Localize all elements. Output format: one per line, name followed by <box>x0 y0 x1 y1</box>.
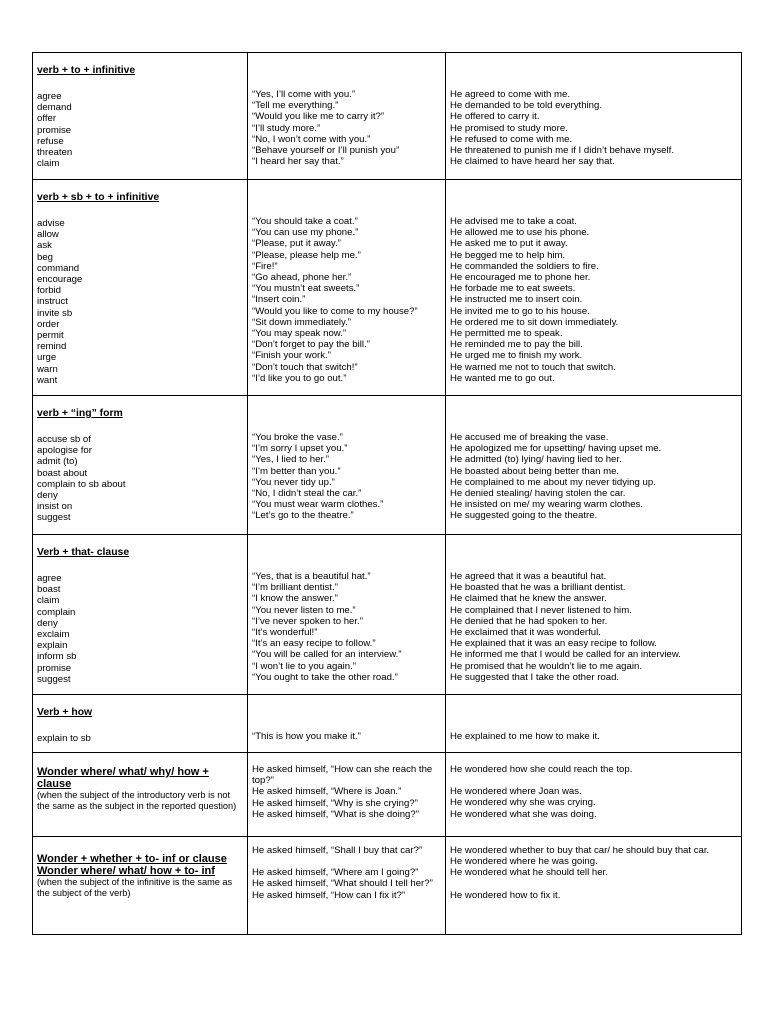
reported-speech-cell <box>446 53 742 180</box>
verb-line: allow <box>37 229 59 241</box>
direct-line: “I’ve never spoken to her.” <box>252 615 363 627</box>
section-header: Wonder where/ what/ why/ how + clause <box>37 766 209 790</box>
reported-line: He suggested that I take the other road. <box>450 671 620 683</box>
verb-line: promise <box>37 124 72 136</box>
section-header: Wonder + whether + to- inf or clause <box>37 853 227 865</box>
reported-line: He wondered how she could reach the top. <box>450 764 633 775</box>
verb-line: promise <box>37 662 72 674</box>
direct-speech-cell <box>248 396 446 535</box>
verb-line: claim <box>37 595 60 607</box>
direct-line: “No, I didn’t steal the car.” <box>252 488 362 500</box>
direct-line: “I’m sorry I upset you.” <box>252 443 348 455</box>
verb-line: deny <box>37 490 58 502</box>
direct-line: He asked himself, “Why is she crying?” <box>252 797 418 809</box>
reported-line: He refused to come with me. <box>450 133 573 145</box>
direct-line: “Don’t forget to pay the bill.” <box>252 339 370 351</box>
reported-line: He claimed to have heard her say that. <box>450 156 615 168</box>
direct-line: “You mustn’t eat sweets.” <box>252 283 360 295</box>
direct-line: “You ought to take the other road.” <box>252 671 398 683</box>
verb-cell <box>33 396 248 535</box>
direct-line: “This is how you make it.” <box>252 731 361 742</box>
direct-line: “It’s wonderful!” <box>252 627 318 639</box>
direct-line: “Tell me everything.” <box>252 100 339 112</box>
verb-line: threaten <box>37 147 73 159</box>
verb-cell <box>33 695 248 753</box>
verb-line: accuse sb of <box>37 434 91 445</box>
direct-line: “Behave yourself or I’ll punish you” <box>252 145 400 157</box>
verb-line: boast about <box>37 467 88 479</box>
reported-line: He advised me to take a coat. <box>450 216 577 227</box>
verb-cell <box>33 180 248 396</box>
section-row <box>33 396 742 535</box>
verb-line: urge <box>37 352 57 364</box>
reported-line: He warned me not to touch that switch. <box>450 361 616 373</box>
verb-line: insist on <box>37 501 73 513</box>
section-header: Verb + that- clause <box>37 547 130 558</box>
section-header: Verb + how <box>37 707 93 718</box>
reported-speech-cell <box>446 837 742 935</box>
verb-line: permit <box>37 330 64 342</box>
reported-line: He instructed me to insert coin. <box>450 294 583 306</box>
direct-line: “You broke the vase.” <box>252 432 343 443</box>
verb-line: complain to sb about <box>37 478 126 490</box>
direct-speech-cell <box>248 753 446 837</box>
direct-line: “You must wear warm clothes.” <box>252 499 384 511</box>
verb-line: agree <box>37 573 62 584</box>
verb-line: demand <box>37 102 72 114</box>
reported-line: He apologized me for upsetting/ having upset me. <box>450 443 662 455</box>
reported-line: He encouraged me to phone her. <box>450 272 591 284</box>
direct-speech-cell <box>248 535 446 695</box>
direct-line: “I’ll study more.” <box>252 122 321 134</box>
direct-line: “Would you like me to carry it?” <box>252 111 385 123</box>
direct-line: “Yes, I’ll come with you.” <box>252 89 356 100</box>
direct-line: He asked himself, “What should I tell her?” <box>252 878 433 890</box>
verb-line: advise <box>37 218 65 229</box>
reported-line: He demanded to be told everything. <box>450 100 603 112</box>
reported-line: He informed me that I would be called for an interview. <box>450 649 681 661</box>
reported-line: He permitted me to speak. <box>450 328 563 340</box>
verb-line: claim <box>37 158 60 170</box>
section-header: verb + “ing” form <box>37 408 123 419</box>
verb-cell <box>33 535 248 695</box>
verb-line: encourage <box>37 274 83 286</box>
reported-line: He promised that he wouldn’t lie to me again. <box>450 660 642 672</box>
reported-line: He accused me of breaking the vase. <box>450 432 609 443</box>
direct-line: “You never listen to me.” <box>252 604 356 616</box>
reported-line: He wondered what he should tell her. <box>450 867 608 879</box>
verb-line: refuse <box>37 135 64 147</box>
direct-line: “Don’t touch that switch!” <box>252 361 358 373</box>
reported-line: He reminded me to pay the bill. <box>450 339 583 351</box>
reported-line: He promised to study more. <box>450 122 568 134</box>
verb-cell <box>33 837 248 935</box>
reported-line: He boasted about being better than me. <box>450 465 620 477</box>
verb-line: explain to sb <box>37 733 91 744</box>
wonder-clause-row <box>33 753 742 837</box>
reported-line: He boasted that he was a brilliant dentist. <box>450 582 626 594</box>
direct-line: He asked himself, “Shall I buy that car?” <box>252 845 423 856</box>
reported-line: He wondered where Joan was. <box>450 786 582 798</box>
reported-line: He wondered whether to buy that car/ he should buy that car. <box>450 845 710 856</box>
direct-speech-cell <box>248 837 446 935</box>
direct-line: He asked himself, “Where is Joan.” <box>252 786 402 798</box>
direct-line: “You may speak now.” <box>252 328 347 340</box>
reported-line: He exclaimed that it was wonderful. <box>450 627 601 639</box>
reported-line: He invited me to go to his house. <box>450 305 590 317</box>
verb-line: apologise for <box>37 445 92 457</box>
verb-line: boast <box>37 584 61 596</box>
verb-line: want <box>37 374 58 386</box>
direct-line: “I know the answer.” <box>252 593 338 605</box>
reported-line: He wondered where he was going. <box>450 856 598 868</box>
reported-line: He commanded the soldiers to fire. <box>450 260 599 272</box>
verb-line: agree <box>37 91 62 102</box>
section-row <box>33 535 742 695</box>
direct-line: “Let’s go to the theatre.” <box>252 510 354 522</box>
reported-line: He admitted (to) lying/ having lied to her. <box>450 454 622 466</box>
direct-line: He asked himself, “How can she reach the top?” <box>252 764 433 787</box>
direct-line: “Fire!” <box>252 260 278 272</box>
reported-speech-cell <box>446 535 742 695</box>
verb-line: exclaim <box>37 629 70 641</box>
reported-line: He forbade me to eat sweets. <box>450 283 576 295</box>
direct-line: “It’s an easy recipe to follow.” <box>252 638 376 650</box>
reported-line: He wondered how to fix it. <box>450 889 561 901</box>
direct-line: “You can use my phone.” <box>252 227 359 239</box>
direct-line: He asked himself, “How can I fix it?” <box>252 889 406 901</box>
verb-line: invite sb <box>37 307 73 319</box>
reported-line: He denied stealing/ having stolen the car. <box>450 488 626 500</box>
reported-line: He urged me to finish my work. <box>450 350 583 362</box>
direct-line: He asked himself, “Where am I going?” <box>252 867 419 879</box>
verb-line: admit (to) <box>37 456 78 468</box>
reported-line: He wondered why she was crying. <box>450 797 596 809</box>
reported-line: He wanted me to go out. <box>450 372 555 384</box>
section-header: verb + to + infinitive <box>37 65 136 76</box>
section-header: Wonder where/ what/ how + to- inf <box>37 865 215 877</box>
verb-line: inform sb <box>37 651 77 663</box>
direct-line: “Yes, that is a beautiful hat.” <box>252 571 371 582</box>
verb-line: complain <box>37 606 76 618</box>
reported-line: He explained to me how to make it. <box>450 731 600 742</box>
verb-line: instruct <box>37 296 68 308</box>
direct-line: “No, I won’t come with you.” <box>252 133 371 145</box>
section-note: (when the subject of the introductory verb is not the same as the subject in the reported question) <box>37 790 237 811</box>
verb-line: suggest <box>37 673 71 685</box>
direct-speech-cell <box>248 180 446 396</box>
direct-speech-cell <box>248 695 446 753</box>
reported-line: He suggested going to the theatre. <box>450 510 598 522</box>
reported-line: He complained that I never listened to him. <box>450 604 632 616</box>
reported-line: He offered to carry it. <box>450 111 540 123</box>
direct-line: “Would you like to come to my house?” <box>252 305 418 317</box>
verb-line: suggest <box>37 512 71 524</box>
section-note: (when the subject of the infinitive is the same as the subject of the verb) <box>37 877 233 898</box>
verb-line: order <box>37 318 60 330</box>
verb-line: offer <box>37 113 57 125</box>
direct-line: “I’m better than you.” <box>252 465 341 477</box>
reported-line: He agreed to come with me. <box>450 89 570 100</box>
reported-line: He explained that it was an easy recipe to follow. <box>450 638 657 650</box>
direct-line: “I’m brilliant dentist.” <box>252 582 338 594</box>
reported-line: He agreed that it was a beautiful hat. <box>450 571 607 582</box>
direct-line: “I won’t lie to you again.” <box>252 660 356 672</box>
reported-line: He denied that he had spoken to her. <box>450 615 608 627</box>
reported-line: He claimed that he knew the answer. <box>450 593 607 605</box>
direct-speech-cell <box>248 53 446 180</box>
direct-line: “Insert coin.” <box>252 294 306 306</box>
verb-line: deny <box>37 617 58 629</box>
reported-line: He wondered what she was doing. <box>450 808 597 820</box>
reported-speech-cell <box>446 695 742 753</box>
verb-line: remind <box>37 341 67 353</box>
direct-line: “Sit down immediately.” <box>252 316 351 328</box>
reported-line: He asked me to put it away. <box>450 238 568 250</box>
verb-line: beg <box>37 251 54 263</box>
reported-speech-cell <box>446 753 742 837</box>
direct-line: “Please, put it away.” <box>252 238 341 250</box>
verb-line: forbid <box>37 285 61 297</box>
wonder-infinitive-row <box>33 837 742 935</box>
section-row <box>33 695 742 753</box>
direct-line: “You should take a coat.” <box>252 216 358 227</box>
reported-line: He complained to me about my never tidying up. <box>450 476 656 488</box>
reported-speech-cell <box>446 396 742 535</box>
verb-cell <box>33 53 248 180</box>
direct-line: “You never tidy up.” <box>252 476 335 488</box>
direct-line: “Please, please help me.” <box>252 249 361 261</box>
reported-speech-table <box>32 52 742 935</box>
section-row <box>33 180 742 396</box>
reported-line: He ordered me to sit down immediately. <box>450 316 619 328</box>
reported-speech-cell <box>446 180 742 396</box>
verb-line: command <box>37 262 80 274</box>
verb-line: explain <box>37 640 68 652</box>
direct-line: He asked himself, “What is she doing?” <box>252 808 419 820</box>
reported-line: He allowed me to use his phone. <box>450 227 590 239</box>
direct-line: “Go ahead, phone her.” <box>252 272 352 284</box>
section-row <box>33 53 742 180</box>
reported-line: He insisted on me/ my wearing warm clothes. <box>450 499 644 511</box>
section-header: verb + sb + to + infinitive <box>37 192 160 203</box>
verb-cell <box>33 753 248 837</box>
reported-line: He threatened to punish me if I didn’t behave myself. <box>450 145 674 157</box>
verb-line: warn <box>37 363 58 375</box>
direct-line: “I heard her say that.” <box>252 156 344 168</box>
direct-line: “You will be called for an interview.” <box>252 649 402 661</box>
direct-line: “Yes, I lied to her.” <box>252 454 329 466</box>
verb-line: ask <box>37 240 52 252</box>
direct-line: “Finish your work.” <box>252 350 331 362</box>
direct-line: “I’d like you to go out.” <box>252 372 347 384</box>
reported-line: He begged me to help him. <box>450 249 566 261</box>
